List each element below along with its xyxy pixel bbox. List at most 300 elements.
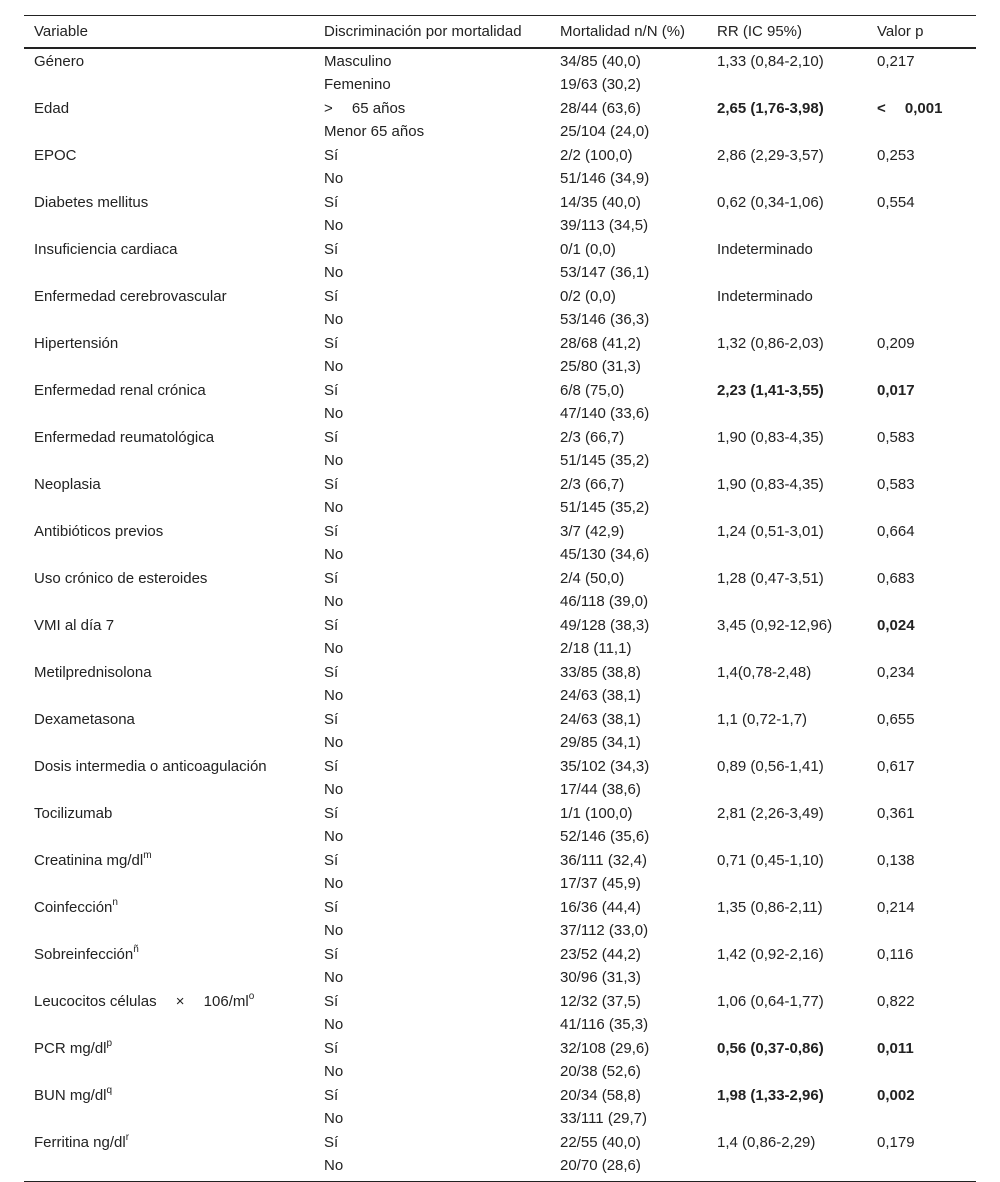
cell-rr xyxy=(707,942,867,966)
cell-p-value xyxy=(867,754,976,778)
cell-variable-text: Neoplasia xyxy=(34,476,101,493)
cell-rr xyxy=(707,402,867,425)
table-row xyxy=(24,590,976,613)
mortality-table xyxy=(24,15,976,1182)
cell-rr-text: 1,42 (0,92-2,16) xyxy=(717,946,824,963)
table-row xyxy=(24,1013,976,1036)
cell-variable-text: Género xyxy=(34,53,85,70)
cell-discrimination xyxy=(314,543,550,566)
cell-discrimination-text: No xyxy=(324,969,344,986)
cell-mortality-text: 14/35 (40,0) xyxy=(560,194,641,211)
cell-mortality-text: 12/32 (37,5) xyxy=(560,993,641,1010)
cell-mortality-text: 51/145 (35,2) xyxy=(560,499,650,516)
cell-p-value xyxy=(867,449,976,472)
cell-mortality xyxy=(550,472,707,496)
cell-variable xyxy=(24,1013,314,1036)
cell-mortality xyxy=(550,778,707,801)
cell-p-value xyxy=(867,1083,976,1107)
cell-discrimination-text: Sí xyxy=(324,570,339,587)
cell-variable xyxy=(24,872,314,895)
table-row xyxy=(24,261,976,284)
cell-p-value-text: 0,253 xyxy=(877,147,915,164)
cell-discrimination xyxy=(314,167,550,190)
footnote-marker: n xyxy=(112,897,118,908)
cell-rr-text: 1,4(0,78-2,48) xyxy=(717,664,812,681)
cell-discrimination xyxy=(314,684,550,707)
cell-p-value xyxy=(867,472,976,496)
cell-discrimination xyxy=(314,942,550,966)
cell-discrimination xyxy=(314,472,550,496)
cell-variable-text: Leucocitos células × 106/ml xyxy=(34,993,249,1010)
table-row xyxy=(24,989,976,1013)
cell-mortality xyxy=(550,1083,707,1107)
cell-p-value xyxy=(867,989,976,1013)
cell-mortality-text: 45/130 (34,6) xyxy=(560,546,650,563)
cell-variable-text: Insuficiencia cardiaca xyxy=(34,241,178,258)
cell-rr xyxy=(707,1107,867,1130)
cell-variable xyxy=(24,919,314,942)
cell-mortality xyxy=(550,1060,707,1083)
cell-variable-text: VMI al día 7 xyxy=(34,617,115,634)
cell-discrimination-text: No xyxy=(324,1157,344,1174)
cell-rr xyxy=(707,707,867,731)
cell-variable xyxy=(24,284,314,308)
cell-variable xyxy=(24,1107,314,1130)
cell-mortality-text: 2/4 (50,0) xyxy=(560,570,625,587)
cell-variable xyxy=(24,190,314,214)
cell-rr xyxy=(707,261,867,284)
cell-discrimination xyxy=(314,402,550,425)
table-row xyxy=(24,848,976,872)
cell-discrimination xyxy=(314,1154,550,1182)
cell-p-value-text: 0,217 xyxy=(877,53,915,70)
cell-discrimination xyxy=(314,590,550,613)
cell-variable-text: Dexametasona xyxy=(34,711,135,728)
cell-variable-text: Ferritina ng/dl xyxy=(34,1134,126,1151)
cell-mortality xyxy=(550,825,707,848)
cell-p-value-text: 0,179 xyxy=(877,1134,915,1151)
cell-variable-text: Enfermedad renal crónica xyxy=(34,382,206,399)
cell-p-value xyxy=(867,966,976,989)
cell-discrimination-text: Sí xyxy=(324,429,339,446)
cell-discrimination xyxy=(314,801,550,825)
table-row xyxy=(24,778,976,801)
table-row xyxy=(24,355,976,378)
cell-variable xyxy=(24,96,314,120)
cell-rr-text: 1,28 (0,47-3,51) xyxy=(717,570,824,587)
cell-mortality-text: 2/2 (100,0) xyxy=(560,147,633,164)
cell-rr-text: Indeterminado xyxy=(717,288,813,305)
cell-p-value xyxy=(867,919,976,942)
cell-discrimination-text: Sí xyxy=(324,1087,339,1104)
cell-rr-text: 2,65 (1,76-3,98) xyxy=(717,100,824,117)
cell-mortality-text: 30/96 (31,3) xyxy=(560,969,641,986)
cell-mortality-text: 24/63 (38,1) xyxy=(560,687,641,704)
cell-mortality xyxy=(550,872,707,895)
cell-rr xyxy=(707,1154,867,1182)
cell-variable xyxy=(24,308,314,331)
cell-mortality-text: 28/68 (41,2) xyxy=(560,335,641,352)
cell-variable xyxy=(24,355,314,378)
cell-rr xyxy=(707,613,867,637)
cell-p-value xyxy=(867,284,976,308)
cell-discrimination xyxy=(314,425,550,449)
cell-discrimination-text: No xyxy=(324,405,344,422)
cell-p-value xyxy=(867,1130,976,1154)
cell-discrimination xyxy=(314,1107,550,1130)
table-row xyxy=(24,120,976,143)
cell-discrimination xyxy=(314,355,550,378)
cell-mortality-text: 46/118 (39,0) xyxy=(560,593,649,610)
cell-p-value-text: 0,234 xyxy=(877,664,915,681)
cell-variable xyxy=(24,848,314,872)
cell-p-value xyxy=(867,519,976,543)
cell-variable-text: Hipertensión xyxy=(34,335,119,352)
cell-discrimination xyxy=(314,237,550,261)
cell-variable xyxy=(24,543,314,566)
table-row xyxy=(24,919,976,942)
cell-mortality xyxy=(550,214,707,237)
cell-p-value xyxy=(867,872,976,895)
cell-variable xyxy=(24,1130,314,1154)
footnote-marker: q xyxy=(106,1085,113,1096)
cell-variable-text: Diabetes mellitus xyxy=(34,194,149,211)
cell-variable xyxy=(24,402,314,425)
cell-rr xyxy=(707,519,867,543)
cell-variable xyxy=(24,214,314,237)
cell-discrimination xyxy=(314,308,550,331)
cell-p-value xyxy=(867,684,976,707)
cell-rr xyxy=(707,120,867,143)
cell-rr xyxy=(707,848,867,872)
cell-discrimination xyxy=(314,284,550,308)
table-row xyxy=(24,472,976,496)
cell-p-value xyxy=(867,1060,976,1083)
table-row xyxy=(24,331,976,355)
cell-discrimination xyxy=(314,496,550,519)
cell-rr xyxy=(707,754,867,778)
table-body xyxy=(24,48,976,1182)
cell-variable xyxy=(24,637,314,660)
cell-discrimination-text: No xyxy=(324,358,344,375)
cell-mortality-text: 2/3 (66,7) xyxy=(560,429,625,446)
cell-discrimination-text: No xyxy=(324,499,344,516)
cell-rr xyxy=(707,895,867,919)
table-row xyxy=(24,801,976,825)
table-row xyxy=(24,1060,976,1083)
cell-variable xyxy=(24,1083,314,1107)
cell-rr xyxy=(707,684,867,707)
cell-discrimination-text: Sí xyxy=(324,1040,339,1057)
table-row xyxy=(24,637,976,660)
cell-mortality-text: 53/146 (36,3) xyxy=(560,311,650,328)
cell-variable-text: PCR mg/dl xyxy=(34,1040,107,1057)
cell-mortality-text: 16/36 (44,4) xyxy=(560,899,641,916)
cell-discrimination xyxy=(314,1060,550,1083)
cell-mortality xyxy=(550,543,707,566)
cell-variable-text: Antibióticos previos xyxy=(34,523,164,540)
cell-p-value xyxy=(867,331,976,355)
cell-discrimination xyxy=(314,331,550,355)
cell-variable xyxy=(24,590,314,613)
table-row xyxy=(24,190,976,214)
cell-discrimination-text: Sí xyxy=(324,335,339,352)
cell-mortality-text: 17/44 (38,6) xyxy=(560,781,641,798)
table-row xyxy=(24,966,976,989)
cell-variable xyxy=(24,425,314,449)
cell-variable xyxy=(24,519,314,543)
cell-mortality-text: 51/145 (35,2) xyxy=(560,452,650,469)
cell-rr xyxy=(707,1083,867,1107)
cell-p-value xyxy=(867,425,976,449)
cell-discrimination-text: Sí xyxy=(324,805,339,822)
cell-variable-text: Dosis intermedia o anticoagulación xyxy=(34,758,267,775)
cell-discrimination-text: No xyxy=(324,1110,344,1127)
cell-rr xyxy=(707,1130,867,1154)
cell-rr xyxy=(707,496,867,519)
footnote-marker: ñ xyxy=(133,944,139,955)
cell-rr-text: 2,81 (2,26-3,49) xyxy=(717,805,824,822)
cell-p-value xyxy=(867,48,976,73)
cell-mortality-text: 51/146 (34,9) xyxy=(560,170,650,187)
cell-rr xyxy=(707,48,867,73)
cell-discrimination xyxy=(314,566,550,590)
cell-mortality-text: 0/2 (0,0) xyxy=(560,288,616,305)
cell-p-value xyxy=(867,261,976,284)
cell-mortality xyxy=(550,566,707,590)
cell-discrimination-text: No xyxy=(324,875,344,892)
cell-rr-text: 1,06 (0,64-1,77) xyxy=(717,993,824,1010)
cell-mortality-text: 36/111 (32,4) xyxy=(560,852,648,869)
table-row xyxy=(24,872,976,895)
cell-discrimination xyxy=(314,966,550,989)
cell-rr xyxy=(707,73,867,96)
cell-discrimination xyxy=(314,519,550,543)
cell-rr-text: 1,90 (0,83-4,35) xyxy=(717,476,824,493)
cell-rr-text: Indeterminado xyxy=(717,241,813,258)
cell-variable xyxy=(24,472,314,496)
cell-rr-text: 1,98 (1,33-2,96) xyxy=(717,1087,824,1104)
cell-discrimination-text: Sí xyxy=(324,711,339,728)
table-row xyxy=(24,449,976,472)
cell-variable xyxy=(24,1036,314,1060)
cell-mortality xyxy=(550,660,707,684)
cell-rr xyxy=(707,825,867,848)
cell-mortality-text: 33/85 (38,8) xyxy=(560,664,641,681)
footnote-marker: r xyxy=(125,1132,130,1143)
cell-mortality-text: 2/3 (66,7) xyxy=(560,476,625,493)
cell-variable-text: Edad xyxy=(34,100,70,117)
header-p-value: Valor p xyxy=(867,16,976,49)
table-row xyxy=(24,48,976,73)
cell-discrimination-text: No xyxy=(324,546,344,563)
table-row xyxy=(24,660,976,684)
cell-p-value xyxy=(867,848,976,872)
cell-p-value-text: < 0,001 xyxy=(877,100,943,117)
cell-variable xyxy=(24,378,314,402)
cell-variable xyxy=(24,754,314,778)
cell-rr xyxy=(707,331,867,355)
cell-mortality xyxy=(550,73,707,96)
cell-mortality xyxy=(550,308,707,331)
cell-variable-text: Sobreinfección xyxy=(34,946,134,963)
table-row xyxy=(24,378,976,402)
cell-variable xyxy=(24,707,314,731)
cell-variable xyxy=(24,566,314,590)
cell-discrimination-text: No xyxy=(324,640,344,657)
cell-discrimination-text: Sí xyxy=(324,288,339,305)
table-row xyxy=(24,402,976,425)
cell-discrimination-text: No xyxy=(324,264,344,281)
table-row xyxy=(24,496,976,519)
cell-mortality xyxy=(550,801,707,825)
cell-p-value xyxy=(867,1154,976,1182)
cell-p-value-text: 0,116 xyxy=(877,946,914,963)
cell-mortality xyxy=(550,895,707,919)
cell-rr xyxy=(707,731,867,754)
cell-mortality xyxy=(550,754,707,778)
cell-variable xyxy=(24,120,314,143)
table-row xyxy=(24,308,976,331)
cell-variable-text: Metilprednisolona xyxy=(34,664,152,681)
cell-variable xyxy=(24,48,314,73)
header-rr: RR (IC 95%) xyxy=(707,16,867,49)
cell-rr xyxy=(707,919,867,942)
cell-variable xyxy=(24,167,314,190)
footnote-marker: m xyxy=(143,850,152,861)
cell-p-value xyxy=(867,237,976,261)
cell-rr xyxy=(707,660,867,684)
cell-discrimination-text: No xyxy=(324,217,344,234)
cell-rr-text: 1,90 (0,83-4,35) xyxy=(717,429,824,446)
cell-p-value xyxy=(867,1036,976,1060)
cell-rr-text: 1,35 (0,86-2,11) xyxy=(717,899,823,916)
cell-mortality xyxy=(550,966,707,989)
cell-mortality-text: 35/102 (34,3) xyxy=(560,758,650,775)
cell-rr xyxy=(707,378,867,402)
table-row xyxy=(24,684,976,707)
cell-discrimination-text: Sí xyxy=(324,1134,339,1151)
table-row xyxy=(24,1154,976,1182)
cell-discrimination xyxy=(314,449,550,472)
cell-discrimination-text: No xyxy=(324,922,344,939)
header-row xyxy=(24,16,976,49)
cell-discrimination-text: Sí xyxy=(324,147,339,164)
cell-discrimination xyxy=(314,731,550,754)
cell-mortality-text: 28/44 (63,6) xyxy=(560,100,641,117)
cell-discrimination xyxy=(314,895,550,919)
cell-discrimination-text: Menor 65 años xyxy=(324,123,425,140)
header-mortality: Mortalidad n/N (%) xyxy=(550,16,707,49)
cell-rr xyxy=(707,284,867,308)
cell-rr xyxy=(707,425,867,449)
cell-mortality-text: 19/63 (30,2) xyxy=(560,76,641,93)
table-row xyxy=(24,707,976,731)
cell-variable-text: Enfermedad cerebrovascular xyxy=(34,288,227,305)
cell-p-value xyxy=(867,590,976,613)
header-discrimination: Discriminación por mortalidad xyxy=(314,16,550,49)
cell-mortality xyxy=(550,942,707,966)
cell-discrimination-text: No xyxy=(324,311,344,328)
cell-p-value xyxy=(867,1107,976,1130)
cell-p-value-text: 0,583 xyxy=(877,429,915,446)
cell-discrimination xyxy=(314,637,550,660)
cell-mortality xyxy=(550,331,707,355)
cell-discrimination xyxy=(314,707,550,731)
cell-mortality xyxy=(550,237,707,261)
cell-rr xyxy=(707,167,867,190)
cell-discrimination-text: Femenino xyxy=(324,76,391,93)
cell-p-value-text: 0,683 xyxy=(877,570,915,587)
header-variable: Variable xyxy=(24,16,314,49)
cell-mortality xyxy=(550,48,707,73)
table-row xyxy=(24,1083,976,1107)
cell-variable xyxy=(24,143,314,167)
cell-variable xyxy=(24,942,314,966)
cell-discrimination xyxy=(314,378,550,402)
cell-discrimination xyxy=(314,848,550,872)
cell-mortality-text: 20/70 (28,6) xyxy=(560,1157,641,1174)
cell-rr-text: 2,23 (1,41-3,55) xyxy=(717,382,824,399)
cell-mortality-text: 1/1 (100,0) xyxy=(560,805,633,822)
cell-mortality xyxy=(550,120,707,143)
table-row xyxy=(24,731,976,754)
cell-rr-text: 3,45 (0,92-12,96) xyxy=(717,617,833,634)
cell-rr xyxy=(707,1036,867,1060)
cell-mortality-text: 29/85 (34,1) xyxy=(560,734,641,751)
cell-discrimination xyxy=(314,73,550,96)
cell-rr xyxy=(707,308,867,331)
cell-mortality-text: 3/7 (42,9) xyxy=(560,523,625,540)
cell-discrimination xyxy=(314,1036,550,1060)
cell-p-value xyxy=(867,402,976,425)
cell-p-value xyxy=(867,190,976,214)
cell-variable-text: BUN mg/dl xyxy=(34,1087,107,1104)
cell-discrimination xyxy=(314,919,550,942)
cell-rr xyxy=(707,590,867,613)
cell-discrimination-text: Sí xyxy=(324,899,339,916)
cell-mortality xyxy=(550,848,707,872)
table-row xyxy=(24,237,976,261)
cell-discrimination-text: Sí xyxy=(324,194,339,211)
cell-p-value xyxy=(867,778,976,801)
cell-mortality-text: 47/140 (33,6) xyxy=(560,405,650,422)
cell-mortality xyxy=(550,284,707,308)
cell-mortality-text: 23/52 (44,2) xyxy=(560,946,641,963)
cell-p-value xyxy=(867,825,976,848)
cell-mortality-text: 25/104 (24,0) xyxy=(560,123,650,140)
cell-p-value xyxy=(867,1013,976,1036)
cell-discrimination xyxy=(314,48,550,73)
cell-p-value xyxy=(867,378,976,402)
cell-mortality-text: 52/146 (35,6) xyxy=(560,828,650,845)
table-row xyxy=(24,425,976,449)
cell-discrimination xyxy=(314,1130,550,1154)
table-row xyxy=(24,143,976,167)
cell-rr-text: 0,62 (0,34-1,06) xyxy=(717,194,824,211)
cell-discrimination xyxy=(314,1083,550,1107)
cell-discrimination xyxy=(314,143,550,167)
cell-p-value-text: 0,664 xyxy=(877,523,915,540)
cell-p-value xyxy=(867,801,976,825)
table-row xyxy=(24,942,976,966)
cell-discrimination-text: Sí xyxy=(324,617,339,634)
cell-discrimination xyxy=(314,120,550,143)
cell-variable xyxy=(24,801,314,825)
cell-p-value xyxy=(867,96,976,120)
cell-variable xyxy=(24,825,314,848)
cell-rr xyxy=(707,190,867,214)
